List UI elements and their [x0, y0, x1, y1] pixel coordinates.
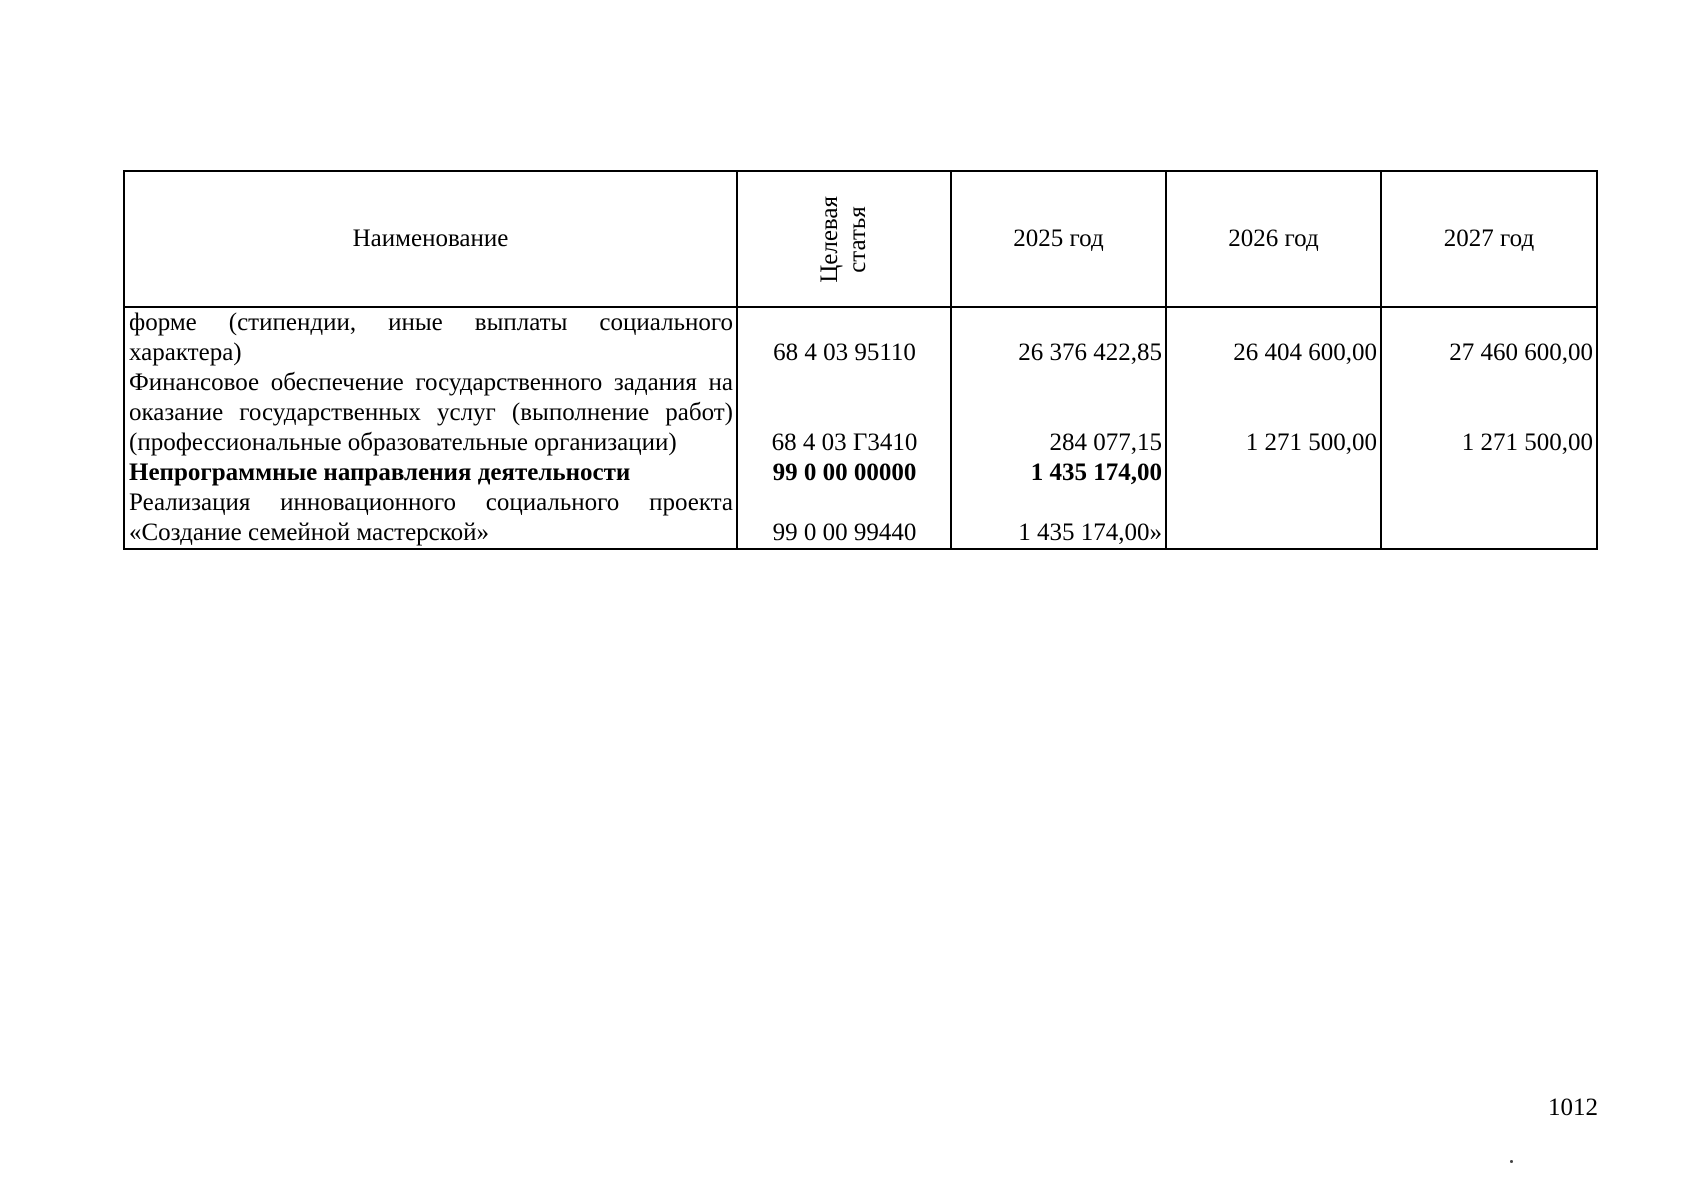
row-value-2025: 26 376 422,85 — [951, 307, 1166, 368]
table-row — [124, 307, 1597, 368]
header-name: Наименование — [124, 171, 737, 307]
row-name: Финансовое обеспечение государственного задания на оказание государственных услуг (выполнение работ) (профессиональные образовательные организации) — [124, 368, 737, 458]
row-code: 68 4 03 95110 — [737, 307, 951, 368]
header-code — [737, 171, 951, 307]
table-row — [124, 458, 1597, 488]
header-2027: 2027 год — [1381, 171, 1597, 307]
row-value-2026 — [1166, 458, 1381, 488]
header-2026: 2026 год — [1166, 171, 1381, 307]
row-code: 68 4 03 Г3410 — [737, 368, 951, 458]
row-value-2025: 284 077,15 — [951, 368, 1166, 458]
table-row — [124, 368, 1597, 458]
row-code: 99 0 00 99440 — [737, 488, 951, 549]
budget-table — [123, 170, 1598, 550]
row-name: форме (стипендии, иные выплаты социального характера) — [124, 307, 737, 368]
header-code-wrap — [738, 172, 950, 306]
row-value-2026 — [1166, 488, 1381, 549]
row-value-2027: 1 271 500,00 — [1381, 368, 1597, 458]
row-name: Непрограммные направления деятельности — [124, 458, 737, 488]
page-number: 1012 — [1548, 1094, 1598, 1121]
scan-speck — [1510, 1160, 1513, 1163]
table-header-row — [124, 171, 1597, 307]
header-2025: 2025 год — [951, 171, 1166, 307]
row-value-2025: 1 435 174,00» — [951, 488, 1166, 549]
row-value-2026: 1 271 500,00 — [1166, 368, 1381, 458]
row-value-2027: 27 460 600,00 — [1381, 307, 1597, 368]
row-value-2027 — [1381, 488, 1597, 549]
row-value-2026: 26 404 600,00 — [1166, 307, 1381, 368]
row-value-2025: 1 435 174,00 — [951, 458, 1166, 488]
table-row — [124, 488, 1597, 549]
row-name: Реализация инновационного социального проекта «Создание семейной мастерской» — [124, 488, 737, 549]
row-code: 99 0 00 00000 — [737, 458, 951, 488]
row-value-2027 — [1381, 458, 1597, 488]
header-code-label: Целевая статья — [816, 195, 871, 283]
